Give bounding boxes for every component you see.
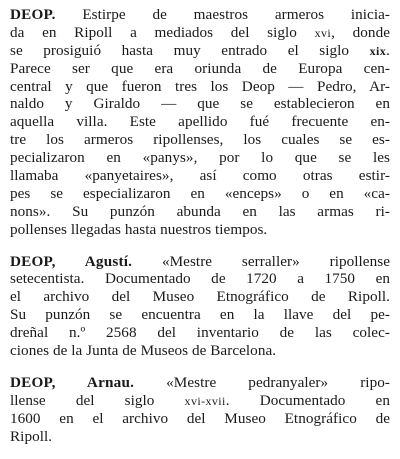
- century-numeral: xvi-xvii: [184, 393, 226, 408]
- entry-line: nons». Su punzón abunda en las armas ri-: [10, 202, 390, 220]
- entry-text: llense del siglo: [10, 391, 185, 409]
- entry-line: naldo y Giraldo — que se establecieron en: [10, 95, 390, 113]
- entry-line: [10, 6, 390, 24]
- entry-text: «Mestre pedranyaler» ripo-: [134, 373, 390, 391]
- entry-text: da en Ripoll a mediados del siglo: [10, 23, 315, 41]
- entry-text: se prosiguió hasta muy entrado el siglo: [10, 41, 370, 59]
- entry-line: tre los armeros ripollenses, los cuales se es-: [10, 131, 390, 149]
- century-numeral: xix: [369, 43, 387, 58]
- entry-line: Su punzón se encuentra en la llave del pe-: [10, 306, 390, 324]
- entry-deop-arnau: [10, 374, 390, 446]
- entry-line: dreñal n.º 2568 del inventario de las colec-: [10, 324, 390, 342]
- entry-line: Ripoll.: [10, 427, 53, 445]
- entry-line: pollenses llegadas hasta nuestros tiempos.: [10, 220, 268, 238]
- entry-line: ciones de la Junta de Museos de Barcelona.: [10, 342, 277, 360]
- entry-line: el archivo del Museo Etnográfico de Ripoll.: [10, 288, 390, 306]
- entry-line: setecentista. Documentado de 1720 a 1750 en: [10, 270, 390, 288]
- dictionary-page: [10, 6, 390, 459]
- entry-line: Parece ser que era oriunda de Europa cen-: [10, 59, 390, 77]
- entry-headword: DEOP, Agustí.: [10, 252, 133, 270]
- entry-text: «Mestre serraller» ripollense: [132, 252, 390, 270]
- entry-line: llamaba «panyetaires», así como otras estir-: [10, 167, 390, 185]
- entry-line: 1600 en el archivo del Museo Etnográfico de: [10, 409, 390, 427]
- entry-line: [10, 374, 390, 392]
- entry-line: pecializaron en «panys», por lo que se les: [10, 149, 390, 167]
- entry-headword: DEOP, Arnau.: [10, 373, 135, 391]
- entry-text: .: [386, 41, 390, 59]
- entry-text: . Documentado en: [225, 391, 390, 409]
- entry-line: aquella villa. Este apellido fué frecuente en-: [10, 113, 390, 131]
- entry-line: pes se especializaron en «enceps» o en «ca-: [10, 184, 390, 202]
- entry-deop: [10, 6, 390, 239]
- entry-line: central y que fueron tres los Deop — Pedro, Ar-: [10, 77, 390, 95]
- entry-line: [10, 253, 390, 271]
- entry-line: [10, 42, 390, 60]
- entry-line: [10, 392, 390, 410]
- entry-text: , donde: [331, 23, 391, 41]
- century-numeral: xvi: [314, 25, 332, 40]
- entry-line: [10, 24, 390, 42]
- entry-headword: DEOP.: [10, 6, 56, 23]
- entry-text: Estirpe de maestros armeros inicia-: [55, 6, 390, 23]
- entry-deop-agusti: [10, 253, 390, 360]
